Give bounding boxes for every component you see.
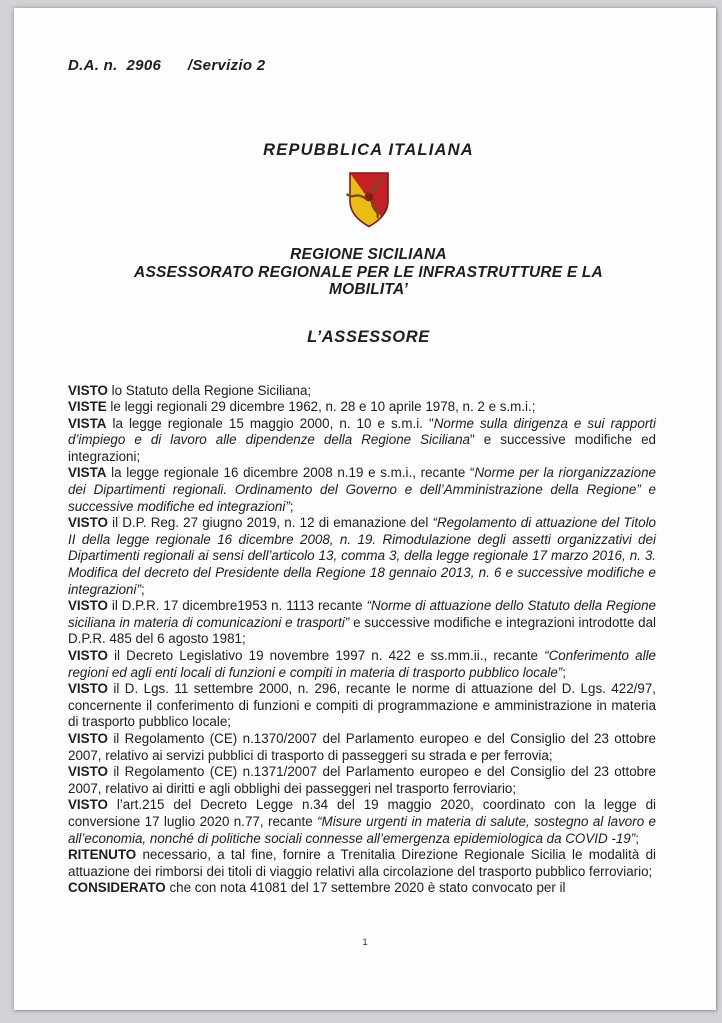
heading-line: MOBILITA’ xyxy=(328,281,408,298)
regione-siciliana-coat-of-arms-icon xyxy=(346,171,392,229)
paragraph: RITENUTO necessario, a tal fine, fornire a Trenitalia Direzione Regionale Sicilia le modalità di attuazione dei rimborsi dei titoli di viaggio relativi alla circolazione del trasporto pubblico ferroviario; xyxy=(68,847,656,879)
paragraph: VISTO il D.P. Reg. 27 giugno 2019, n. 12 di emanazione del “Regolamento di attuazione del Titolo II della legge regionale 16 dicembre 2008, n. 19. Rimodulazione degli assetti organizzativi dei Dipartimenti regionali ai sensi dell’articolo 13, comma 3, della legge regionale 17 marzo 2016, n. 3. Modifica del decreto del Presidente della Regione 18 gennaio 2013, n. 6 e successive modifiche e integrazioni”; xyxy=(68,515,656,597)
republic-title: REPUBBLICA ITALIANA xyxy=(263,141,474,159)
heading-line: ASSESSORATO REGIONALE PER LE INFRASTRUTTURE E LA xyxy=(134,263,603,281)
paragraph: CONSIDERATO che con nota 41081 del 17 settembre 2020 è stato convocato per il xyxy=(68,880,566,896)
paragraph: VISTO il D.P.R. 17 dicembre1953 n. 1113 recante “Norme di attuazione dello Statuto della Regione siciliana in materia di comunicazioni e trasporti” e successive modifiche e integrazioni introdotte dal D.P.R. 485 del 6 agosto 1981; xyxy=(68,598,657,647)
paragraph: VISTA la legge regionale 15 maggio 2000, n. 10 e s.m.i. "Norme sulla dirigenza e sui rapporti d’impiego e di lavoro alle dipendenze della Regione Siciliana" e successive modifiche ed integrazioni; xyxy=(68,415,656,464)
page-number: 1 xyxy=(362,937,368,948)
department-heading xyxy=(68,246,669,299)
paragraph: VISTO il Regolamento (CE) n.1370/2007 del Parlamento europeo e del Consiglio del 23 ottobre 2007, relativo ai servizi pubblici di trasporto di passeggeri su strada e per ferrovia; xyxy=(68,730,656,763)
heading-line: REGIONE SICILIANA xyxy=(290,246,447,263)
document-body xyxy=(68,383,656,897)
decree-reference: D.A. n. 2906 /Servizio 2 xyxy=(68,57,266,74)
paragraph: VISTO il Decreto Legislativo 19 novembre 1997 n. 422 e ss.mm.ii., recante “Conferimento alle regioni ed agli enti locali di funzioni e compiti in materia di trasporto pubblico locale”; xyxy=(68,648,656,680)
paragraph: VISTA la legge regionale 16 dicembre 2008 n.19 e s.m.i., recante “Norme per la riorganizzazione dei Dipartimenti regionali. Ordinamento del Governo e dell’Amministrazione della Regione” e successive modifiche ed integrazioni”; xyxy=(68,465,656,514)
document-page xyxy=(14,8,716,1010)
paragraph: VISTO lo Statuto della Regione Siciliana; xyxy=(68,382,312,398)
paragraph: VISTO il Regolamento (CE) n.1371/2007 del Parlamento europeo e del Consiglio del 23 ottobre 2007, relativo ai diritti e agli obblighi dei passeggeri nel trasporto ferroviario; xyxy=(68,764,656,796)
emblem-container xyxy=(68,171,669,229)
paragraph: VISTO il D. Lgs. 11 settembre 2000, n. 296, recante le norme di attuazione del D. Lgs. 422/97, concernente il conferimento di funzioni e compiti di programmazione e amministrazione in materia di trasporto pubblico locale; xyxy=(68,681,656,730)
paragraph: VISTE le leggi regionali 29 dicembre 1962, n. 28 e 10 aprile 1978, n. 2 e s.m.i.; xyxy=(68,399,536,415)
paragraph: VISTO l’art.215 del Decreto Legge n.34 del 19 maggio 2020, coordinato con la legge di conversione 17 luglio 2020 n.77, recante “Misure urgenti in materia di salute, sostegno al lavoro e all’economia, nonché di politiche sociali connesse all’emergenza epidemiologica da COVID -19”; xyxy=(68,797,657,846)
role-title: L’ASSESSORE xyxy=(307,327,430,346)
